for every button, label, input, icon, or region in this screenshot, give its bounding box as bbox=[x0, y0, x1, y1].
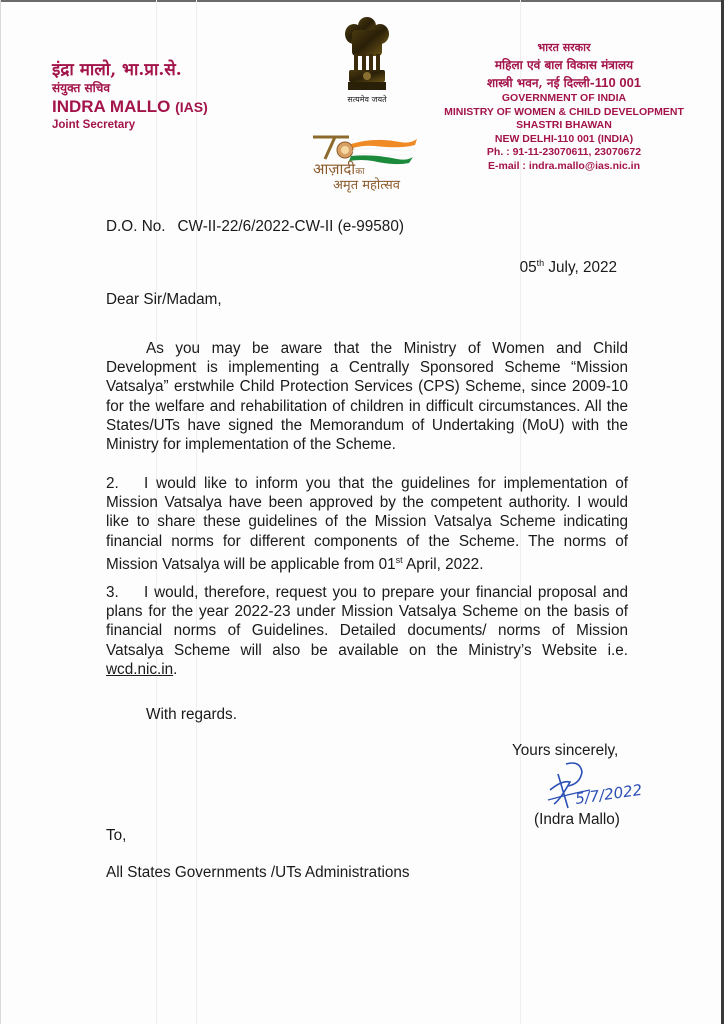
paragraph-2: 2. I would like to inform you that the guidelines for implementation of Mission Vatsalya have been approved by the competent authority. I would like to share these guidelines of the Mission Vatsalya Scheme indicating financial norms for different components of the Scheme. The norms of Mission Vatsalya will be applicable from 01st April, 2022. bbox=[106, 475, 628, 573]
letter-date: 05th July, 2022 bbox=[519, 258, 617, 277]
salutation: Dear Sir/Madam, bbox=[106, 291, 222, 308]
email-address: E-mail : indra.mallo@ias.nic.in bbox=[487, 159, 641, 172]
ministry-address-block bbox=[426, 40, 702, 173]
govt-name-english: GOVERNMENT OF INDIA bbox=[501, 92, 627, 104]
svg-text:5/7/2022: 5/7/2022 bbox=[574, 780, 644, 808]
scan-edge-top bbox=[0, 0, 724, 2]
ministry-website-link[interactable]: wcd.nic.in bbox=[106, 660, 174, 678]
signatory-name: (Indra Mallo) bbox=[534, 811, 620, 828]
ministry-name-hindi: महिला एवं बाल विकास मंत्रालय bbox=[494, 58, 634, 72]
city-address: NEW DELHI-110 001 (INDIA) bbox=[494, 132, 634, 145]
emblem-motto: सत्यमेव जयते bbox=[347, 95, 387, 104]
address-hindi: शास्त्री भवन, नई दिल्ली-110 001 bbox=[486, 75, 642, 90]
paragraph-1: As you may be aware that the Ministry of Women and Child Development is implementing a Centrally Sponsored Scheme “Mission Vatsalya” erstwhile Child Protection Services (CPS) Scheme, since 2009-10 for the welfare and rehabilitation of children in difficult circumstances. All the States/UTs have signed the Memorandum of Undertaking (MoU) with the Ministry for implementation of the Scheme. bbox=[106, 340, 628, 454]
govt-name-hindi: भारत सरकार bbox=[537, 41, 591, 54]
national-emblem bbox=[332, 14, 402, 114]
phone-numbers: Ph. : 91-11-23070611, 23070672 bbox=[486, 146, 642, 158]
closing: Yours sincerely, bbox=[512, 742, 619, 759]
sender-title-hindi: संयुक्त सचिव bbox=[52, 81, 111, 95]
national-emblem-icon bbox=[344, 14, 390, 92]
azadi-logo bbox=[305, 133, 425, 193]
sender-title-english: Joint Secretary bbox=[52, 119, 136, 131]
scan-edge-left bbox=[0, 0, 1, 1024]
addressee: All States Governments /UTs Administrations bbox=[106, 864, 410, 881]
azadi-text-line2: अमृत महोत्सव bbox=[333, 178, 401, 193]
sender-block bbox=[52, 60, 208, 133]
azadi-text-line1: आज़ादीका bbox=[313, 160, 365, 178]
building-name: SHASTRI BHAWAN bbox=[516, 119, 612, 131]
do-number: D.O. No. CW-II-22/6/2022-CW-II (e-99580) bbox=[106, 218, 404, 235]
sender-name-english: INDRA MALLO (IAS) bbox=[52, 97, 208, 116]
to-label: To, bbox=[106, 827, 127, 844]
regards: With regards. bbox=[146, 706, 237, 723]
paragraph-3: 3. I would, therefore, request you to prepare your financial proposal and plans for the year 2022-23 under Mission Vatsalya Scheme on the basis of financial norms of Guidelines. Detailed documents/ norms of Mission Vatsalya Scheme will also be available on the Ministry’s Website i.e. wcd.nic.in. bbox=[106, 584, 628, 678]
ministry-name-english: MINISTRY OF WOMEN & CHILD DEVELOPMENT bbox=[444, 105, 684, 118]
sender-name-hindi: इंद्रा मालो, भा.प्रा.से. bbox=[52, 60, 182, 80]
